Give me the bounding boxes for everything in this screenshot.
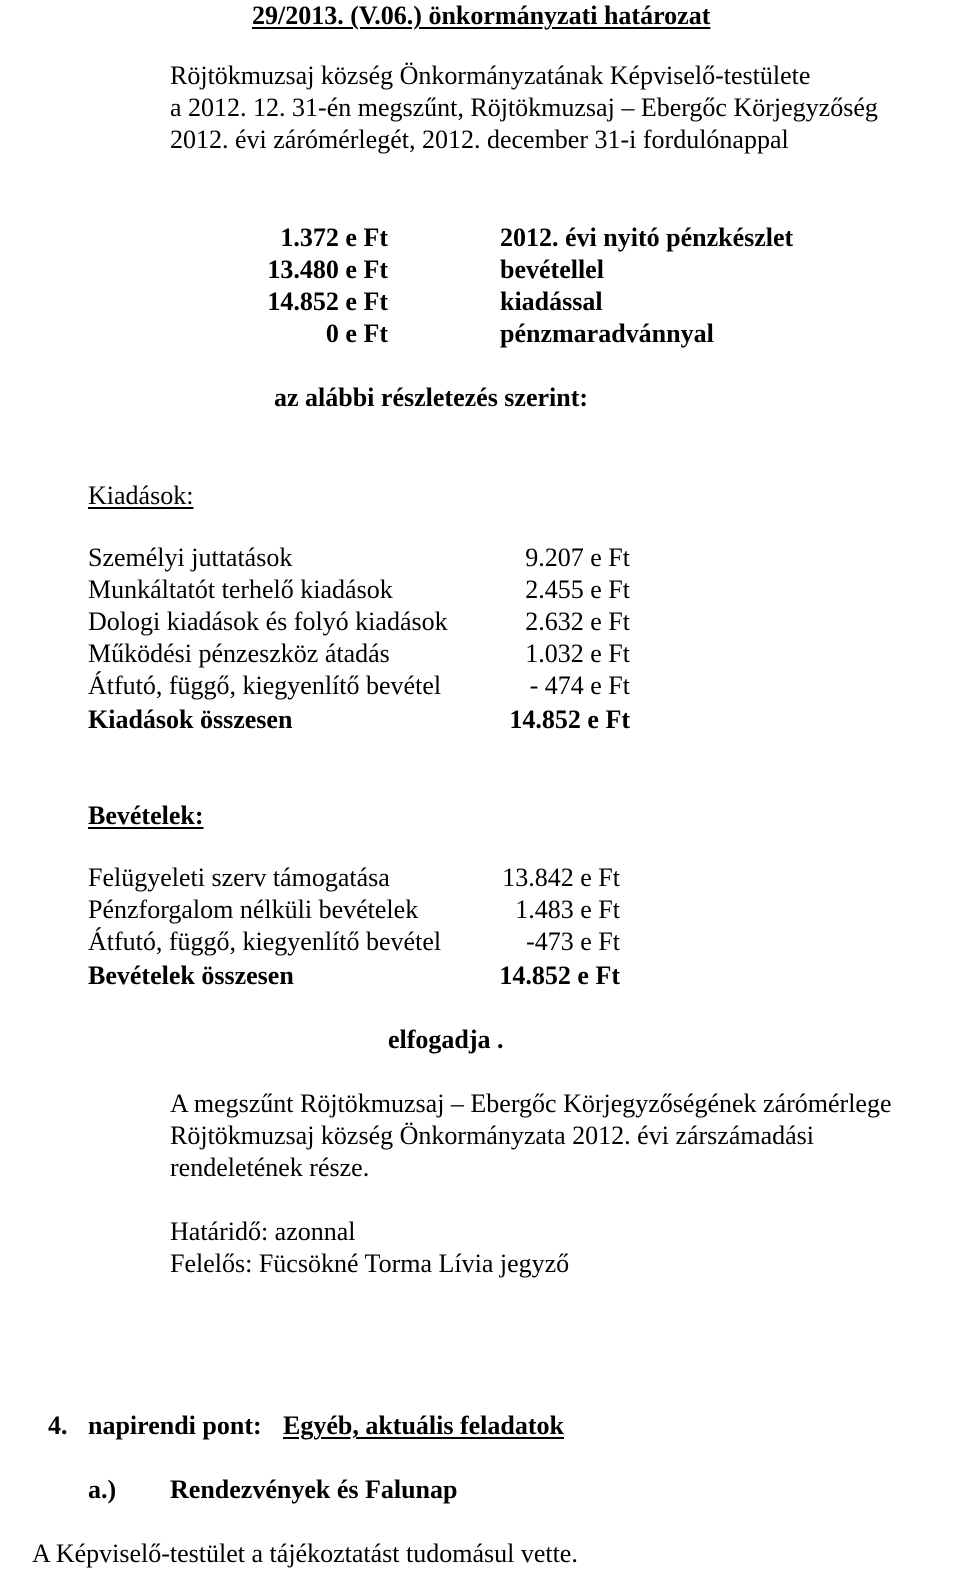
- summary-label: pénzmaradvánnyal: [500, 319, 714, 348]
- summary-label: kiadással: [500, 287, 603, 316]
- decision-verb: elfogadja .: [388, 1025, 504, 1054]
- subitem-number: a.): [88, 1475, 117, 1504]
- expense-label: Személyi juttatások: [88, 543, 293, 572]
- expense-value: 9.207 e Ft: [525, 543, 630, 572]
- expenses-total-label: Kiadások összesen: [88, 705, 293, 734]
- revenues-total-label: Bevételek összesen: [88, 961, 294, 990]
- revenue-value: 1.483 e Ft: [515, 895, 620, 924]
- summary-amount: 1.372 e Ft: [280, 223, 388, 252]
- summary-amount: 0 e Ft: [325, 319, 388, 348]
- agenda-title: Egyéb, aktuális feladatok: [283, 1411, 564, 1440]
- summary-label: 2012. évi nyitó pénzkészlet: [500, 223, 794, 252]
- revenue-value: 13.842 e Ft: [502, 863, 620, 892]
- expense-label: Átfutó, függő, kiegyenlítő bevétel: [88, 671, 442, 700]
- revenue-label: Felügyeleti szerv támogatása: [88, 863, 390, 892]
- intro-line: a 2012. 12. 31-én megszűnt, Röjtökmuzsaj – Ebergőc Körjegyzőség: [170, 93, 878, 122]
- expense-label: Működési pénzeszköz átadás: [88, 639, 390, 668]
- note-line: Röjtökmuzsaj község Önkormányzata 2012. évi zárszámadási: [170, 1121, 815, 1150]
- subitem-title: Rendezvények és Falunap: [170, 1475, 458, 1504]
- expense-value: 1.032 e Ft: [525, 639, 630, 668]
- expense-value: 2.455 e Ft: [525, 575, 630, 604]
- revenue-label: Átfutó, függő, kiegyenlítő bevétel: [88, 927, 442, 956]
- intro-line: 2012. évi zárómérlegét, 2012. december 31-i fordulónappal: [170, 125, 789, 154]
- expenses-total-value: 14.852 e Ft: [509, 705, 630, 734]
- revenues-total-value: 14.852 e Ft: [499, 961, 620, 990]
- summary-amount: 13.480 e Ft: [267, 255, 388, 284]
- expenses-heading: Kiadások:: [88, 481, 194, 510]
- note-line: A megszűnt Röjtökmuzsaj – Ebergőc Körjegyzőségének zárómérlege: [170, 1089, 892, 1118]
- responsible-person: Felelős: Fücsökné Torma Lívia jegyző: [170, 1249, 570, 1278]
- agenda-number: 4.: [48, 1411, 68, 1440]
- expense-label: Dologi kiadások és folyó kiadások: [88, 607, 448, 636]
- revenue-label: Pénzforgalom nélküli bevételek: [88, 895, 419, 924]
- summary-amount: 14.852 e Ft: [267, 287, 388, 316]
- expense-value: - 474 e Ft: [529, 671, 630, 700]
- breakdown-caption: az alábbi részletezés szerint:: [274, 383, 589, 412]
- agenda-prefix: napirendi pont:: [88, 1411, 262, 1440]
- expense-value: 2.632 e Ft: [525, 607, 630, 636]
- intro-line: Röjtökmuzsaj község Önkormányzatának Képviselő-testülete: [170, 61, 811, 90]
- revenue-value: -473 e Ft: [526, 927, 620, 956]
- note-line: rendeletének része.: [170, 1153, 370, 1182]
- closing-statement: A Képviselő-testület a tájékoztatást tudomásul vette.: [32, 1539, 578, 1568]
- summary-label: bevétellel: [500, 255, 604, 284]
- revenues-heading: Bevételek:: [88, 801, 204, 830]
- resolution-title: 29/2013. (V.06.) önkormányzati határozat: [252, 1, 711, 30]
- deadline: Határidő: azonnal: [170, 1217, 356, 1246]
- expense-label: Munkáltatót terhelő kiadások: [88, 575, 393, 604]
